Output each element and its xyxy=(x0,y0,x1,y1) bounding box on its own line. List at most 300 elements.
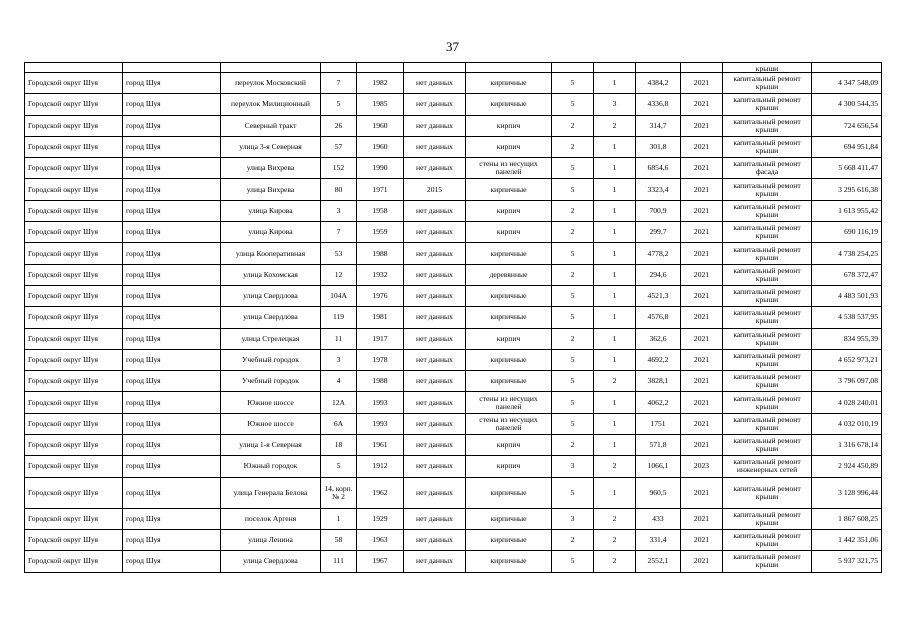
settlement-cell: город Шуя xyxy=(123,115,221,136)
area-cell: 4521,3 xyxy=(636,285,681,306)
year-built-cell: 1962 xyxy=(357,477,404,508)
municipality-cell: Городской округ Шуя xyxy=(25,328,123,349)
street-cell: улица Кохомская xyxy=(221,264,321,285)
entrances-cell: 2 xyxy=(594,508,636,529)
entrances-cell: 1 xyxy=(594,413,636,434)
reconstruction-year-cell: нет данных xyxy=(404,94,466,115)
year-built-cell: 1932 xyxy=(357,264,404,285)
page-number: 37 xyxy=(446,39,459,54)
house-number-cell: 119 xyxy=(321,307,357,328)
house-number-cell: 152 xyxy=(321,158,357,179)
entrances-cell: 2 xyxy=(594,551,636,572)
wall-material-cell: кирпич xyxy=(466,136,552,157)
entrances-cell: 3 xyxy=(594,94,636,115)
wall-material-cell: кирпичные xyxy=(466,243,552,264)
house-number-cell: 12 xyxy=(321,264,357,285)
entrances-cell: 1 xyxy=(594,285,636,306)
reconstruction-year-cell: нет данных xyxy=(404,73,466,94)
wall-material-cell: стены из несущих панелей xyxy=(466,392,552,413)
year-built-cell: 1912 xyxy=(357,456,404,477)
house-number-cell: 18 xyxy=(321,435,357,456)
plan-year-cell: 2021 xyxy=(681,529,723,550)
reconstruction-year-cell: нет данных xyxy=(404,328,466,349)
wall-material-cell: кирпич xyxy=(466,456,552,477)
year-built-cell: 1993 xyxy=(357,392,404,413)
street-cell: Учебный городок xyxy=(221,371,321,392)
cost-cell: 3 128 996,44 xyxy=(812,477,882,508)
cost-cell: 1 867 608,25 xyxy=(812,508,882,529)
wall-material-cell: кирпичные xyxy=(466,371,552,392)
settlement-cell: город Шуя xyxy=(123,264,221,285)
cost-cell: 4 483 501,93 xyxy=(812,285,882,306)
cost-cell: 1 316 678,14 xyxy=(812,435,882,456)
area-cell: 301,8 xyxy=(636,136,681,157)
table-row xyxy=(25,508,882,529)
wall-material-cell: кирпичные xyxy=(466,477,552,508)
year-built-cell: 1985 xyxy=(357,94,404,115)
area-cell: 4336,8 xyxy=(636,94,681,115)
floors-cell: 2 xyxy=(552,115,594,136)
plan-year-cell: 2021 xyxy=(681,392,723,413)
table-row xyxy=(25,371,882,392)
year-built-cell: 1958 xyxy=(357,200,404,221)
work-type-cell: капитальный ремонт крыши xyxy=(723,328,812,349)
floors-cell: 5 xyxy=(552,179,594,200)
house-number-cell: 4 xyxy=(321,371,357,392)
work-type-tail: крыши xyxy=(755,63,779,73)
table-row xyxy=(25,73,882,94)
reconstruction-year-cell: нет данных xyxy=(404,136,466,157)
table-row xyxy=(25,243,882,264)
wall-material-cell: кирпич xyxy=(466,200,552,221)
municipality-cell: Городской округ Шуя xyxy=(25,307,123,328)
entrances-cell: 2 xyxy=(594,371,636,392)
settlement-cell: город Шуя xyxy=(123,179,221,200)
house-number-cell: 111 xyxy=(321,551,357,572)
area-cell: 700,9 xyxy=(636,200,681,221)
municipality-cell: Городской округ Шуя xyxy=(25,456,123,477)
floors-cell: 2 xyxy=(552,136,594,157)
wall-material-cell: кирпичные xyxy=(466,179,552,200)
wall-material-cell: деревянные xyxy=(466,264,552,285)
street-cell: Южное шоссе xyxy=(221,413,321,434)
entrances-cell: 1 xyxy=(594,328,636,349)
settlement-cell: город Шуя xyxy=(123,413,221,434)
area-cell: 433 xyxy=(636,508,681,529)
floors-cell: 2 xyxy=(552,328,594,349)
street-cell: улица Свердлова xyxy=(221,285,321,306)
table-row xyxy=(25,115,882,136)
year-built-cell: 1988 xyxy=(357,243,404,264)
work-type-cell: капитальный ремонт фасада xyxy=(723,158,812,179)
cost-cell: 4 300 544,35 xyxy=(812,94,882,115)
cost-cell: 1 613 955,42 xyxy=(812,200,882,221)
area-cell: 294,6 xyxy=(636,264,681,285)
area-cell: 3828,1 xyxy=(636,371,681,392)
cost-cell: 4 738 254,25 xyxy=(812,243,882,264)
wall-material-cell: кирпичные xyxy=(466,349,552,370)
continued-header-row xyxy=(25,63,882,73)
year-built-cell: 1967 xyxy=(357,551,404,572)
table-body xyxy=(25,63,882,573)
table-row xyxy=(25,222,882,243)
reconstruction-year-cell: нет данных xyxy=(404,413,466,434)
plan-year-cell: 2021 xyxy=(681,158,723,179)
table-row xyxy=(25,529,882,550)
street-cell: улица Свердлова xyxy=(221,551,321,572)
plan-year-cell: 2021 xyxy=(681,349,723,370)
municipality-cell: Городской округ Шуя xyxy=(25,477,123,508)
plan-year-cell: 2021 xyxy=(681,222,723,243)
plan-year-cell: 2021 xyxy=(681,73,723,94)
floors-cell: 5 xyxy=(552,413,594,434)
cost-cell: 678 372,47 xyxy=(812,264,882,285)
street-cell: улица Кооперативная xyxy=(221,243,321,264)
table-row xyxy=(25,551,882,572)
plan-year-cell: 2021 xyxy=(681,285,723,306)
house-number-cell: 11 xyxy=(321,328,357,349)
entrances-cell: 1 xyxy=(594,73,636,94)
entrances-cell: 1 xyxy=(594,307,636,328)
cost-cell: 3 796 097,08 xyxy=(812,371,882,392)
wall-material-cell: кирпичные xyxy=(466,551,552,572)
year-built-cell: 1961 xyxy=(357,435,404,456)
municipality-cell: Городской округ Шуя xyxy=(25,392,123,413)
work-type-cell: капитальный ремонт крыши xyxy=(723,371,812,392)
year-built-cell: 1963 xyxy=(357,529,404,550)
entrances-cell: 2 xyxy=(594,456,636,477)
house-number-cell: 58 xyxy=(321,529,357,550)
wall-material-cell: кирпичные xyxy=(466,285,552,306)
municipality-cell: Городской округ Шуя xyxy=(25,115,123,136)
plan-year-cell: 2021 xyxy=(681,136,723,157)
area-cell: 4778,2 xyxy=(636,243,681,264)
plan-year-cell: 2023 xyxy=(681,456,723,477)
reconstruction-year-cell: нет данных xyxy=(404,529,466,550)
cost-cell: 4 652 973,21 xyxy=(812,349,882,370)
year-built-cell: 1978 xyxy=(357,349,404,370)
wall-material-cell: кирпич xyxy=(466,115,552,136)
settlement-cell: город Шуя xyxy=(123,349,221,370)
entrances-cell: 1 xyxy=(594,222,636,243)
year-built-cell: 1959 xyxy=(357,222,404,243)
table-row xyxy=(25,285,882,306)
entrances-cell: 2 xyxy=(594,529,636,550)
municipality-cell: Городской округ Шуя xyxy=(25,264,123,285)
municipality-cell: Городской округ Шуя xyxy=(25,158,123,179)
cost-cell: 5 937 321,75 xyxy=(812,551,882,572)
reconstruction-year-cell: нет данных xyxy=(404,243,466,264)
floors-cell: 5 xyxy=(552,392,594,413)
table-row xyxy=(25,477,882,508)
work-type-cell: капитальный ремонт крыши xyxy=(723,349,812,370)
work-type-cell: капитальный ремонт крыши xyxy=(723,264,812,285)
settlement-cell: город Шуя xyxy=(123,307,221,328)
area-cell: 3323,4 xyxy=(636,179,681,200)
plan-year-cell: 2021 xyxy=(681,115,723,136)
year-built-cell: 1988 xyxy=(357,371,404,392)
settlement-cell: город Шуя xyxy=(123,477,221,508)
wall-material-cell: стены из несущих панелей xyxy=(466,158,552,179)
house-number-cell: 7 xyxy=(321,73,357,94)
plan-year-cell: 2021 xyxy=(681,477,723,508)
reconstruction-year-cell: нет данных xyxy=(404,285,466,306)
settlement-cell: город Шуя xyxy=(123,73,221,94)
street-cell: Южный городок xyxy=(221,456,321,477)
plan-year-cell: 2021 xyxy=(681,435,723,456)
house-number-cell: 14, корп. № 2 xyxy=(321,477,357,508)
street-cell: Учебный городок xyxy=(221,349,321,370)
floors-cell: 5 xyxy=(552,73,594,94)
floors-cell: 2 xyxy=(552,529,594,550)
table-row xyxy=(25,264,882,285)
street-cell: улица 3-я Северная xyxy=(221,136,321,157)
wall-material-cell: кирпич xyxy=(466,328,552,349)
area-cell: 6854,6 xyxy=(636,158,681,179)
house-number-cell: 5 xyxy=(321,456,357,477)
house-number-cell: 7 xyxy=(321,222,357,243)
plan-year-cell: 2021 xyxy=(681,551,723,572)
area-cell: 362,6 xyxy=(636,328,681,349)
work-type-cell: капитальный ремонт крыши xyxy=(723,115,812,136)
table-row xyxy=(25,435,882,456)
table-row xyxy=(25,136,882,157)
area-cell: 299,7 xyxy=(636,222,681,243)
area-cell: 960,5 xyxy=(636,477,681,508)
work-type-cell: капитальный ремонт крыши xyxy=(723,435,812,456)
municipality-cell: Городской округ Шуя xyxy=(25,413,123,434)
settlement-cell: город Шуя xyxy=(123,136,221,157)
reconstruction-year-cell: нет данных xyxy=(404,435,466,456)
area-cell: 314,7 xyxy=(636,115,681,136)
entrances-cell: 1 xyxy=(594,243,636,264)
house-number-cell: 5 xyxy=(321,94,357,115)
table-row xyxy=(25,200,882,221)
work-type-cell: капитальный ремонт крыши xyxy=(723,529,812,550)
reconstruction-year-cell: нет данных xyxy=(404,551,466,572)
street-cell: поселок Аргеня xyxy=(221,508,321,529)
year-built-cell: 1960 xyxy=(357,136,404,157)
municipality-cell: Городской округ Шуя xyxy=(25,200,123,221)
work-type-cell: капитальный ремонт крыши xyxy=(723,243,812,264)
wall-material-cell: кирпичные xyxy=(466,508,552,529)
entrances-cell: 1 xyxy=(594,477,636,508)
settlement-cell: город Шуя xyxy=(123,200,221,221)
settlement-cell: город Шуя xyxy=(123,94,221,115)
settlement-cell: город Шуя xyxy=(123,435,221,456)
reconstruction-year-cell: нет данных xyxy=(404,307,466,328)
floors-cell: 2 xyxy=(552,222,594,243)
settlement-cell: город Шуя xyxy=(123,158,221,179)
reconstruction-year-cell: нет данных xyxy=(404,264,466,285)
reconstruction-year-cell: нет данных xyxy=(404,115,466,136)
entrances-cell: 1 xyxy=(594,264,636,285)
municipality-cell: Городской округ Шуя xyxy=(25,435,123,456)
reconstruction-year-cell: нет данных xyxy=(404,456,466,477)
floors-cell: 5 xyxy=(552,551,594,572)
cost-cell: 4 347 548,09 xyxy=(812,73,882,94)
work-type-cell: капитальный ремонт крыши xyxy=(723,73,812,94)
plan-year-cell: 2021 xyxy=(681,243,723,264)
settlement-cell: город Шуя xyxy=(123,285,221,306)
wall-material-cell: кирпич xyxy=(466,222,552,243)
area-cell: 4576,8 xyxy=(636,307,681,328)
work-type-cell: капитальный ремонт крыши xyxy=(723,307,812,328)
entrances-cell: 1 xyxy=(594,158,636,179)
table-row xyxy=(25,94,882,115)
street-cell: улица Ленина xyxy=(221,529,321,550)
table-row xyxy=(25,158,882,179)
municipality-cell: Городской округ Шуя xyxy=(25,551,123,572)
wall-material-cell: кирпичные xyxy=(466,307,552,328)
street-cell: улица Генерала Белова xyxy=(221,477,321,508)
street-cell: улица Свердлова xyxy=(221,307,321,328)
floors-cell: 5 xyxy=(552,349,594,370)
settlement-cell: город Шуя xyxy=(123,551,221,572)
cost-cell: 4 032 010,19 xyxy=(812,413,882,434)
street-cell: переулок Милиционный xyxy=(221,94,321,115)
wall-material-cell: кирпич xyxy=(466,435,552,456)
area-cell: 4692,2 xyxy=(636,349,681,370)
year-built-cell: 1929 xyxy=(357,508,404,529)
street-cell: улица Вихрева xyxy=(221,179,321,200)
work-type-cell: капитальный ремонт крыши xyxy=(723,413,812,434)
table-row xyxy=(25,307,882,328)
entrances-cell: 1 xyxy=(594,349,636,370)
settlement-cell: город Шуя xyxy=(123,392,221,413)
house-number-cell: 53 xyxy=(321,243,357,264)
settlement-cell: город Шуя xyxy=(123,222,221,243)
municipality-cell: Городской округ Шуя xyxy=(25,349,123,370)
cost-cell: 834 955,39 xyxy=(812,328,882,349)
plan-year-cell: 2021 xyxy=(681,307,723,328)
entrances-cell: 1 xyxy=(594,136,636,157)
street-cell: улица Кирова xyxy=(221,200,321,221)
municipality-cell: Городской округ Шуя xyxy=(25,371,123,392)
plan-year-cell: 2021 xyxy=(681,179,723,200)
settlement-cell: город Шуя xyxy=(123,243,221,264)
area-cell: 4062,2 xyxy=(636,392,681,413)
cost-cell: 1 442 351,06 xyxy=(812,529,882,550)
floors-cell: 2 xyxy=(552,264,594,285)
floors-cell: 2 xyxy=(552,435,594,456)
table-row xyxy=(25,349,882,370)
municipality-cell: Городской округ Шуя xyxy=(25,508,123,529)
reconstruction-year-cell: нет данных xyxy=(404,158,466,179)
wall-material-cell: кирпичные xyxy=(466,73,552,94)
street-cell: Северный тракт xyxy=(221,115,321,136)
table-row xyxy=(25,413,882,434)
table-row xyxy=(25,456,882,477)
house-number-cell: 12А xyxy=(321,392,357,413)
floors-cell: 5 xyxy=(552,371,594,392)
work-type-cell: капитальный ремонт крыши xyxy=(723,179,812,200)
floors-cell: 3 xyxy=(552,508,594,529)
work-type-cell: капитальный ремонт крыши xyxy=(723,94,812,115)
reconstruction-year-cell: нет данных xyxy=(404,392,466,413)
plan-year-cell: 2021 xyxy=(681,413,723,434)
area-cell: 1751 xyxy=(636,413,681,434)
plan-year-cell: 2021 xyxy=(681,371,723,392)
house-number-cell: 3 xyxy=(321,349,357,370)
settlement-cell: город Шуя xyxy=(123,328,221,349)
work-type-cell: капитальный ремонт крыши xyxy=(723,392,812,413)
work-type-cell: капитальный ремонт крыши xyxy=(723,222,812,243)
area-cell: 4384,2 xyxy=(636,73,681,94)
house-number-cell: 3 xyxy=(321,200,357,221)
cost-cell: 5 668 411,47 xyxy=(812,158,882,179)
reconstruction-year-cell: нет данных xyxy=(404,349,466,370)
house-number-cell: 1 xyxy=(321,508,357,529)
cost-cell: 2 924 450,89 xyxy=(812,456,882,477)
street-cell: улица 1-я Северная xyxy=(221,435,321,456)
plan-year-cell: 2021 xyxy=(681,508,723,529)
reconstruction-year-cell: нет данных xyxy=(404,222,466,243)
work-type-cell: капитальный ремонт крыши xyxy=(723,508,812,529)
floors-cell: 5 xyxy=(552,243,594,264)
settlement-cell: город Шуя xyxy=(123,508,221,529)
municipality-cell: Городской округ Шуя xyxy=(25,285,123,306)
floors-cell: 5 xyxy=(552,94,594,115)
entrances-cell: 1 xyxy=(594,435,636,456)
entrances-cell: 2 xyxy=(594,115,636,136)
year-built-cell: 1971 xyxy=(357,179,404,200)
street-cell: Южное шоссе xyxy=(221,392,321,413)
municipality-cell: Городской округ Шуя xyxy=(25,73,123,94)
floors-cell: 5 xyxy=(552,307,594,328)
street-cell: улица Стрелецкая xyxy=(221,328,321,349)
housing-repair-table xyxy=(24,62,882,573)
reconstruction-year-cell: нет данных xyxy=(404,371,466,392)
area-cell: 2552,1 xyxy=(636,551,681,572)
wall-material-cell: стены из несущих панелей xyxy=(466,413,552,434)
municipality-cell: Городской округ Шуя xyxy=(25,94,123,115)
table-row xyxy=(25,392,882,413)
floors-cell: 5 xyxy=(552,477,594,508)
house-number-cell: 57 xyxy=(321,136,357,157)
street-cell: улица Кирова xyxy=(221,222,321,243)
reconstruction-year-cell: нет данных xyxy=(404,508,466,529)
reconstruction-year-cell: 2015 xyxy=(404,179,466,200)
work-type-cell: капитальный ремонт крыши xyxy=(723,551,812,572)
year-built-cell: 1990 xyxy=(357,158,404,179)
municipality-cell: Городской округ Шуя xyxy=(25,243,123,264)
work-type-cell: капитальный ремонт инженерных сетей xyxy=(723,456,812,477)
wall-material-cell: кирпичные xyxy=(466,94,552,115)
cost-cell: 3 295 616,38 xyxy=(812,179,882,200)
reconstruction-year-cell: нет данных xyxy=(404,477,466,508)
cost-cell: 4 538 537,95 xyxy=(812,307,882,328)
settlement-cell: город Шуя xyxy=(123,371,221,392)
wall-material-cell: кирпичные xyxy=(466,529,552,550)
area-cell: 571,8 xyxy=(636,435,681,456)
house-number-cell: 104А xyxy=(321,285,357,306)
year-built-cell: 1917 xyxy=(357,328,404,349)
plan-year-cell: 2021 xyxy=(681,94,723,115)
floors-cell: 5 xyxy=(552,285,594,306)
street-cell: улица Вихрева xyxy=(221,158,321,179)
reconstruction-year-cell: нет данных xyxy=(404,200,466,221)
year-built-cell: 1960 xyxy=(357,115,404,136)
cost-cell: 4 028 240,01 xyxy=(812,392,882,413)
cost-cell: 724 656,54 xyxy=(812,115,882,136)
floors-cell: 2 xyxy=(552,200,594,221)
table-row xyxy=(25,328,882,349)
work-type-cell: капитальный ремонт крыши xyxy=(723,285,812,306)
municipality-cell: Городской округ Шуя xyxy=(25,136,123,157)
municipality-cell: Городской округ Шуя xyxy=(25,222,123,243)
house-number-cell: 26 xyxy=(321,115,357,136)
